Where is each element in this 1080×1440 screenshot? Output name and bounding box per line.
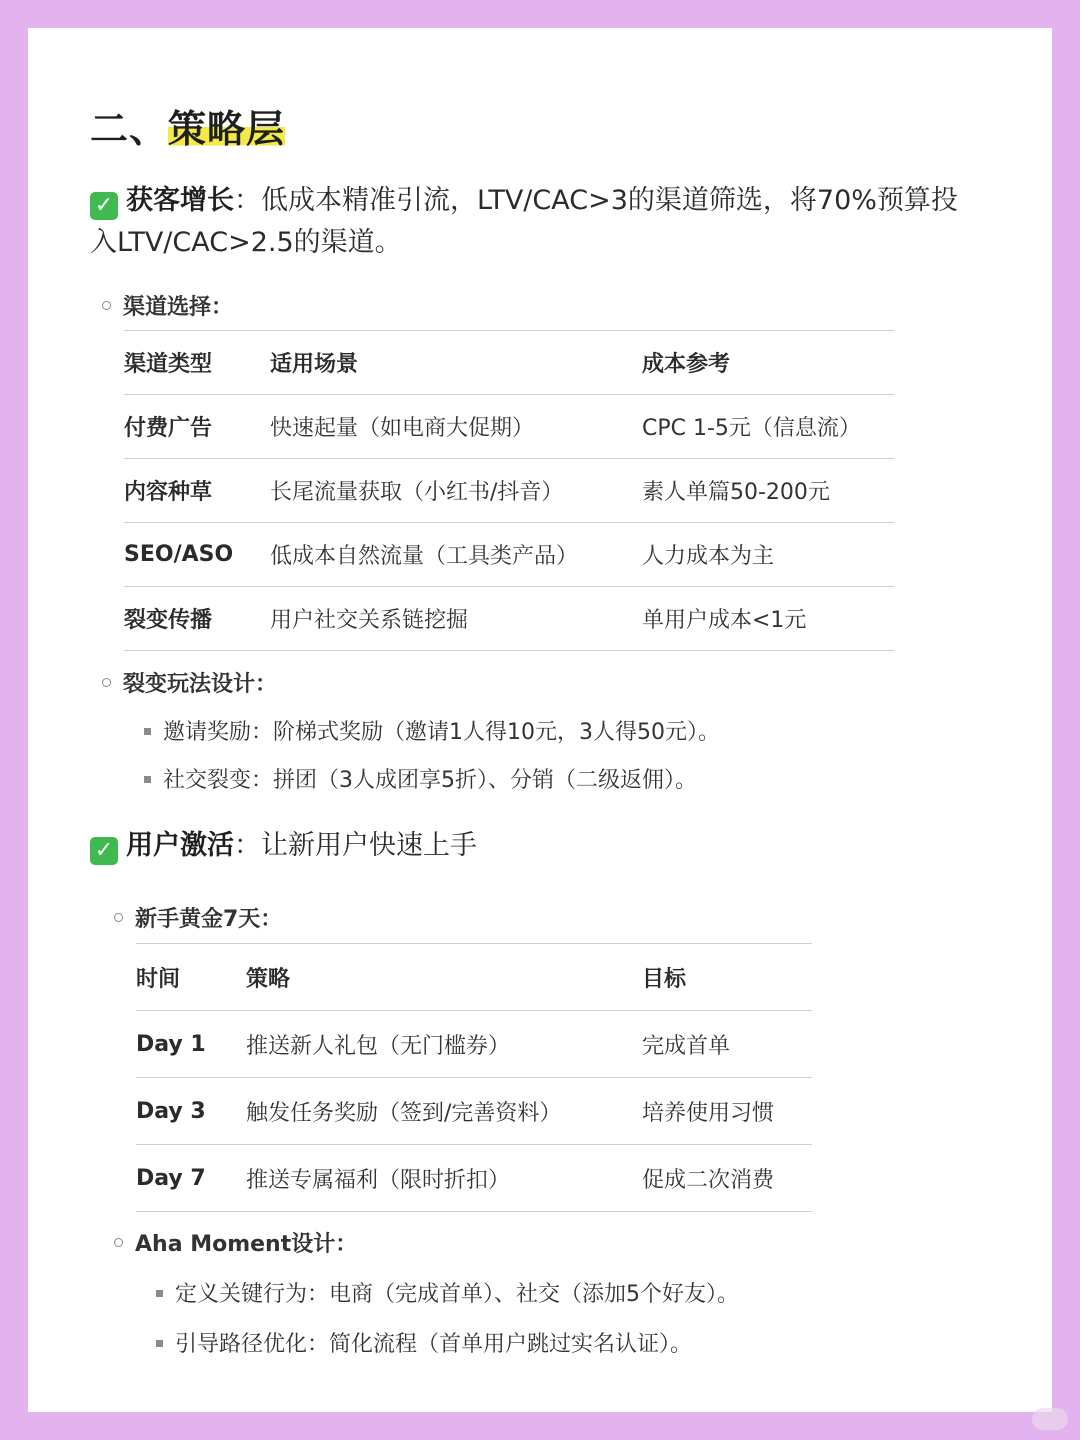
list-item-text: 引导路径优化：简化流程（首单用户跳过实名认证）。 — [175, 1332, 693, 1357]
table-cell: 培养使用习惯 — [642, 1078, 812, 1145]
table-cell: 低成本自然流量（工具类产品） — [270, 523, 642, 587]
table-row — [124, 523, 894, 587]
table-row — [136, 1011, 812, 1078]
table-cell: 付费广告 — [124, 395, 270, 459]
channel-selection-heading — [102, 290, 233, 321]
square-bullet-icon — [156, 1290, 163, 1297]
list-item — [156, 1327, 692, 1358]
golden-7-days-label: 新手黄金7天： — [135, 907, 283, 932]
table-cell: SEO/ASO — [124, 523, 270, 587]
acquisition-label: 获客增长 — [126, 185, 234, 216]
square-bullet-icon — [156, 1340, 163, 1347]
table-row — [136, 1145, 812, 1212]
watermark-logo — [1032, 1408, 1068, 1430]
table-header: 成本参考 — [642, 331, 894, 395]
acquisition-colon: ： — [234, 185, 261, 216]
table-cell: 触发任务奖励（签到/完善资料） — [246, 1078, 642, 1145]
activation-paragraph — [90, 825, 970, 867]
square-bullet-icon — [144, 776, 151, 783]
table-cell: 快速起量（如电商大促期） — [270, 395, 642, 459]
channel-table — [124, 330, 894, 651]
page-title — [90, 98, 285, 153]
table-cell: 长尾流量获取（小红书/抖音） — [270, 459, 642, 523]
table-cell: Day 1 — [136, 1011, 246, 1078]
golden-7-days-heading — [114, 902, 282, 933]
table-row — [136, 1078, 812, 1145]
table-row — [124, 459, 894, 523]
table-cell: Day 3 — [136, 1078, 246, 1145]
fission-design-label: 裂变玩法设计： — [123, 672, 278, 697]
table-row — [124, 587, 894, 651]
table-cell: 人力成本为主 — [642, 523, 894, 587]
table-cell: Day 7 — [136, 1145, 246, 1212]
table-header-row — [124, 331, 894, 395]
table-header: 渠道类型 — [124, 331, 270, 395]
list-item-text: 定义关键行为：电商（完成首单）、社交（添加5个好友）。 — [175, 1282, 739, 1307]
table-row — [124, 395, 894, 459]
circle-bullet-icon — [114, 1238, 123, 1247]
channel-selection-label: 渠道选择： — [123, 295, 234, 320]
circle-bullet-icon — [102, 301, 111, 310]
table-cell: 素人单篇50-200元 — [642, 459, 894, 523]
acquisition-text: 低成本精准引流，LTV/CAC>3的渠道筛选，将70%预算投入LTV/CAC>2.5的渠道。 — [90, 185, 958, 258]
title-prefix: 二、 — [90, 107, 169, 151]
circle-bullet-icon — [114, 913, 123, 922]
square-bullet-icon — [144, 728, 151, 735]
table-header-row — [136, 944, 812, 1011]
table-header: 目标 — [642, 944, 812, 1011]
table-cell: 促成二次消费 — [642, 1145, 812, 1212]
list-item — [144, 715, 720, 746]
list-item — [156, 1277, 739, 1308]
circle-bullet-icon — [102, 678, 111, 687]
list-item-text: 邀请奖励：阶梯式奖励（邀请1人得10元，3人得50元）。 — [163, 720, 720, 745]
list-item-text: 社交裂变：拼团（3人成团享5折）、分销（二级返佣）。 — [163, 768, 697, 793]
document-page — [28, 28, 1052, 1412]
acquisition-paragraph — [90, 180, 970, 264]
golden-7-days-table — [136, 943, 812, 1212]
checkmark-icon: ✓ — [90, 192, 118, 220]
checkmark-icon: ✓ — [90, 837, 118, 865]
table-cell: 单用户成本<1元 — [642, 587, 894, 651]
table-cell: 推送新人礼包（无门槛券） — [246, 1011, 642, 1078]
fission-design-heading — [102, 667, 277, 698]
table-header: 适用场景 — [270, 331, 642, 395]
table-cell: 用户社交关系链挖掘 — [270, 587, 642, 651]
table-cell: CPC 1-5元（信息流） — [642, 395, 894, 459]
table-header: 时间 — [136, 944, 246, 1011]
activation-text: 让新用户快速上手 — [261, 830, 477, 861]
list-item — [144, 763, 697, 794]
title-highlight: 策略层 — [168, 107, 286, 151]
table-cell: 裂变传播 — [124, 587, 270, 651]
table-cell: 内容种草 — [124, 459, 270, 523]
table-cell: 完成首单 — [642, 1011, 812, 1078]
activation-label: 用户激活 — [126, 830, 234, 861]
activation-colon: ： — [234, 830, 261, 861]
aha-moment-label: Aha Moment设计： — [135, 1232, 358, 1257]
aha-moment-heading — [114, 1227, 357, 1258]
table-cell: 推送专属福利（限时折扣） — [246, 1145, 642, 1212]
table-header: 策略 — [246, 944, 642, 1011]
